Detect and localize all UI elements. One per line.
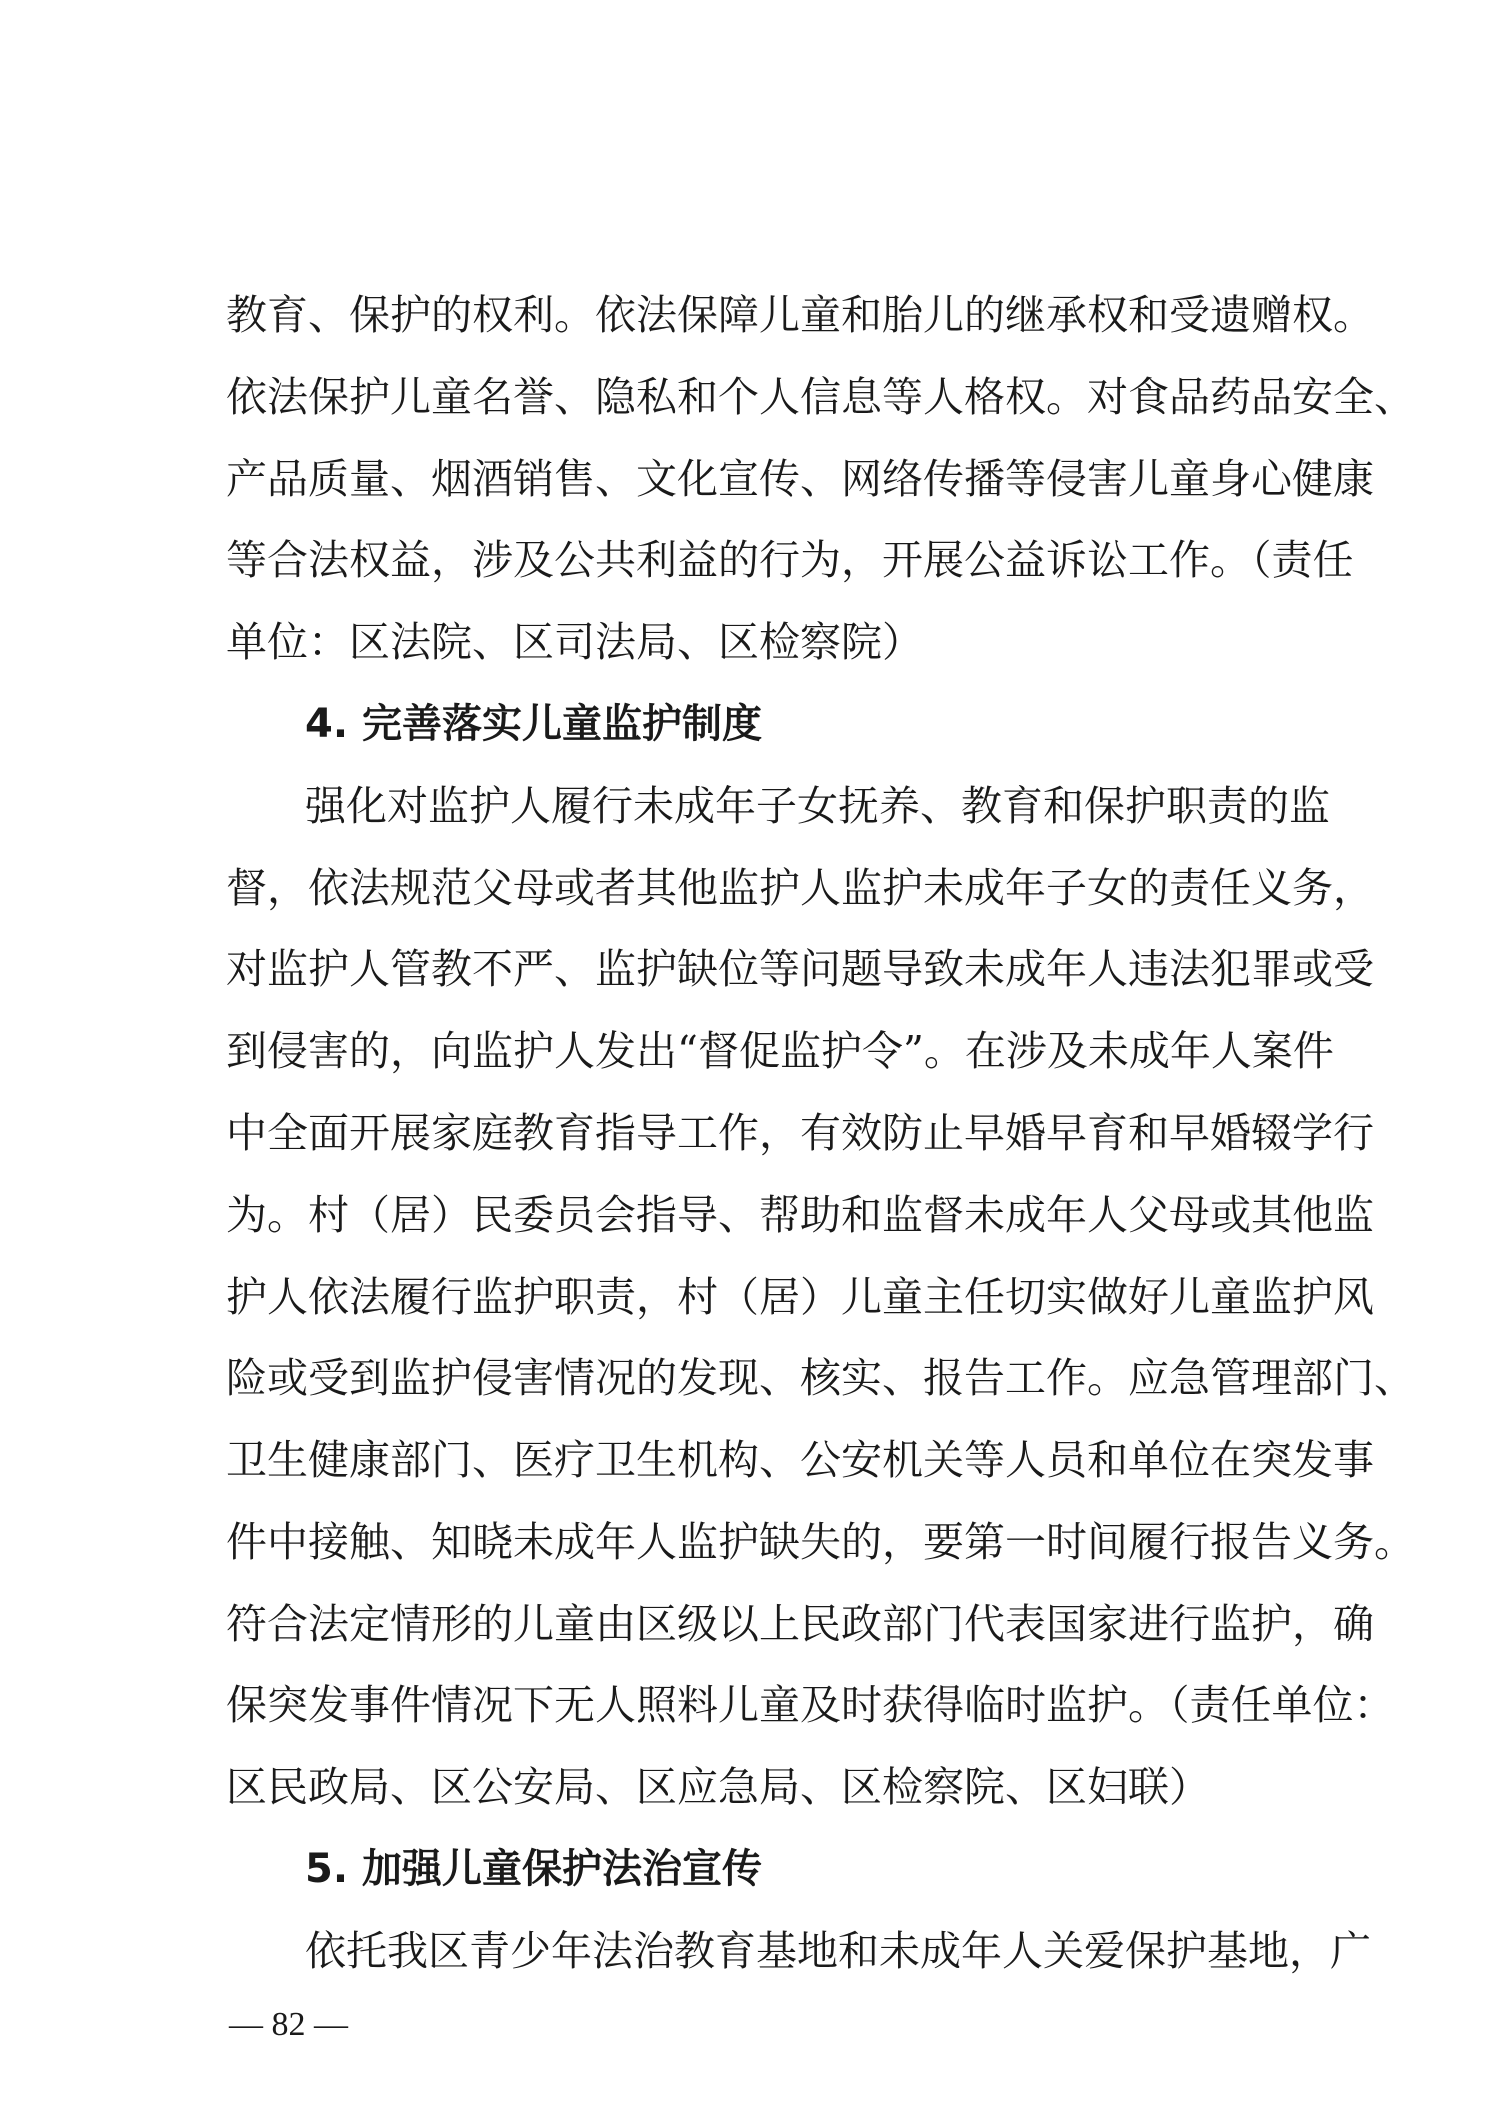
section-heading: 4. 完善落实儿童监护制度: [305, 701, 762, 747]
text-line: 产品质量、烟酒销售、文化宣传、网络传播等侵害儿童身心健康: [226, 455, 1374, 503]
text-line: 符合法定情形的儿童由区级以上民政部门代表国家进行监护，确: [226, 1600, 1374, 1648]
text-line: 依法保护儿童名誉、隐私和个人信息等人格权。对食品药品安全、: [226, 373, 1415, 421]
text-line: 件中接触、知晓未成年人监护缺失的，要第一时间履行报告义务。: [226, 1518, 1415, 1566]
text-line: 区民政局、区公安局、区应急局、区检察院、区妇联）: [226, 1763, 1210, 1811]
text-line: 等合法权益，涉及公共利益的行为，开展公益诉讼工作。（责任: [226, 536, 1354, 584]
text-line: 保突发事件情况下无人照料儿童及时获得临时监护。（责任单位：: [226, 1681, 1395, 1729]
text-line: 强化对监护人履行未成年子女抚养、教育和保护职责的监: [305, 782, 1330, 830]
text-line: 险或受到监护侵害情况的发现、核实、报告工作。应急管理部门、: [226, 1354, 1415, 1402]
text-line: 为。村（居）民委员会指导、帮助和监督未成年人父母或其他监: [226, 1191, 1374, 1239]
page-number: — 82 —: [229, 2006, 348, 2043]
text-line: 单位：区法院、区司法局、区检察院）: [226, 618, 923, 666]
text-line: 护人依法履行监护职责，村（居）儿童主任切实做好儿童监护风: [226, 1273, 1374, 1321]
text-line: 依托我区青少年法治教育基地和未成年人关爱保护基地，广: [305, 1927, 1371, 1975]
text-line: 到侵害的，向监护人发出“督促监护令”。在涉及未成年人案件: [226, 1027, 1334, 1075]
text-line: 卫生健康部门、医疗卫生机构、公安机关等人员和单位在突发事: [226, 1436, 1374, 1484]
text-line: 对监护人管教不严、监护缺位等问题导致未成年人违法犯罪或受: [226, 945, 1374, 993]
section-heading: 5. 加强儿童保护法治宣传: [305, 1846, 762, 1892]
text-line: 教育、保护的权利。依法保障儿童和胎儿的继承权和受遗赠权。: [226, 291, 1374, 339]
text-line: 中全面开展家庭教育指导工作，有效防止早婚早育和早婚辍学行: [226, 1109, 1374, 1157]
text-line: 督，依法规范父母或者其他监护人监护未成年子女的责任义务，: [226, 864, 1374, 912]
